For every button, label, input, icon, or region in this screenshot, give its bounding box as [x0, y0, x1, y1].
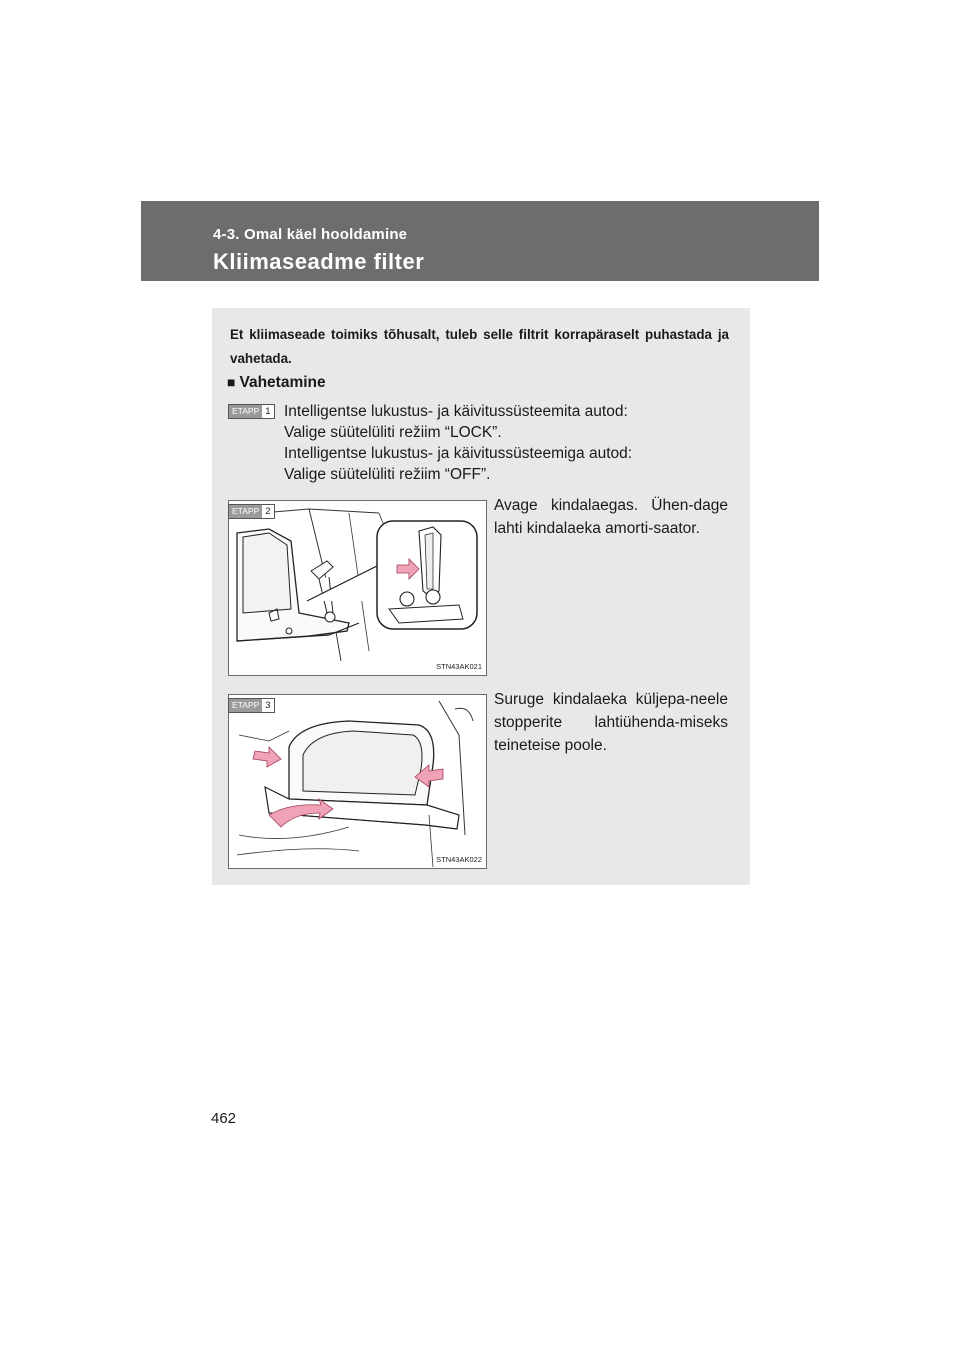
- intro-text: Et kliimaseade toimiks tõhusalt, tuleb selle filtrit korrapäraselt puhastada ja vahetada.: [230, 327, 729, 366]
- content-box: [212, 308, 750, 885]
- step-badge-word: ETAPP: [229, 405, 262, 418]
- step3-text: Suruge kindalaeka küljepa-neele stopperite lahtiühenda-miseks teineteise poole.: [494, 691, 728, 754]
- subheading-text: Vahetamine: [239, 374, 326, 391]
- step1-line: Intelligentse lukustus- ja käivitussüsteemita autod:: [284, 403, 628, 420]
- step1-line: Intelligentse lukustus- ja käivitussüsteemiga autod:: [284, 445, 633, 462]
- figure-step3: [228, 694, 487, 869]
- glovebox-damper-illustration: [229, 501, 486, 675]
- figure-code: STN43AK022: [436, 855, 482, 864]
- step1-line: Valige süütelüliti režiim “LOCK”.: [284, 424, 502, 441]
- page-title: Kliimaseadme filter: [213, 249, 425, 274]
- step-badge-number: 3: [265, 700, 271, 711]
- page-number: 462: [211, 1110, 237, 1127]
- step-badge-word: ETAPP: [229, 699, 262, 712]
- step-badge-number: 2: [265, 506, 271, 517]
- step-badge-3: [228, 698, 275, 713]
- square-bullet-icon: ■: [227, 374, 236, 390]
- section-label: 4-3. Omal käel hooldamine: [213, 226, 408, 243]
- glovebox-stoppers-illustration: [229, 695, 486, 868]
- step2-text: Avage kindalaegas. Ühen-dage lahti kindalaeka amorti-saator.: [494, 497, 728, 537]
- figure-step2: [228, 500, 487, 676]
- step1-line: Valige süütelüliti režiim “OFF”.: [284, 466, 491, 483]
- step-badge-2: [228, 504, 275, 519]
- step-badge-number: 1: [265, 406, 271, 417]
- header-band: [141, 201, 819, 281]
- step1-text: [284, 401, 744, 485]
- subheading: [227, 374, 326, 392]
- step-badge-word: ETAPP: [229, 505, 262, 518]
- step-badge-1: [228, 404, 275, 419]
- figure-code: STN43AK021: [436, 662, 482, 671]
